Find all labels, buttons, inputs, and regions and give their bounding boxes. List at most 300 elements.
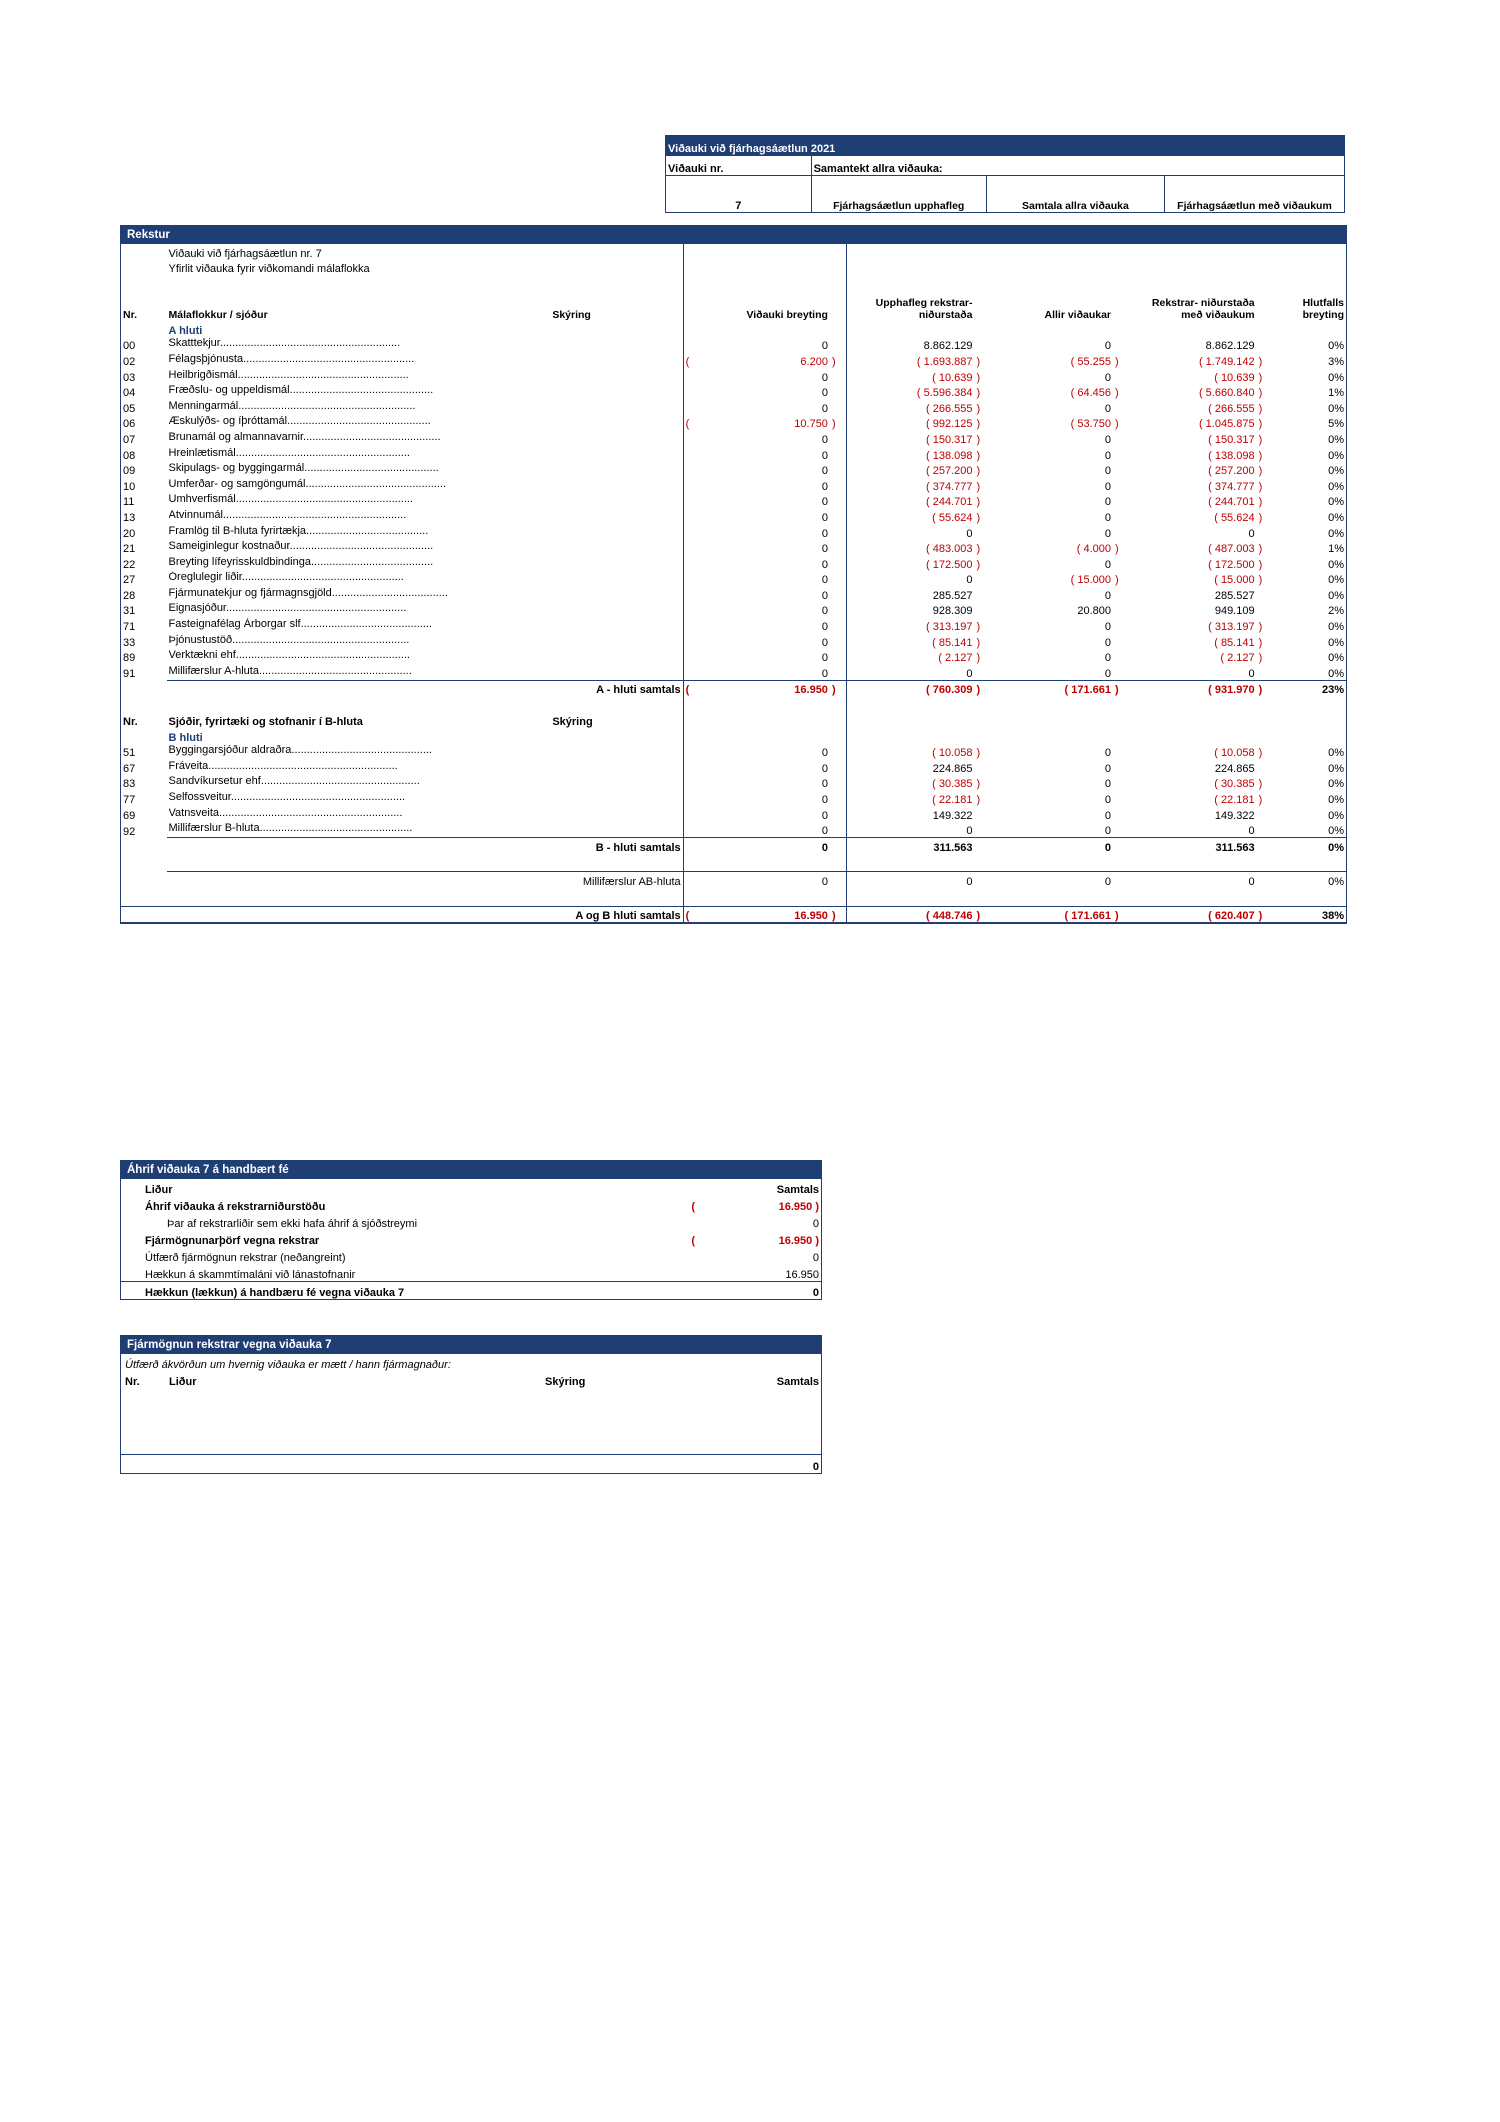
table-row <box>121 384 1346 400</box>
a-row-nr: 03 <box>123 371 136 384</box>
a-row-with-close: ) <box>1258 433 1263 446</box>
amendment-number-label: Viðauki nr. <box>666 156 812 176</box>
a-row-original: ( 244.701 <box>926 496 973 509</box>
a-row-all: 0 <box>1104 449 1112 462</box>
b-row-original: ( 22.181 <box>932 794 973 806</box>
table-row <box>121 775 1346 791</box>
a-row-nr: 13 <box>123 511 136 524</box>
a-total-original-close: ) <box>975 680 991 696</box>
a-row-all: 0 <box>1104 465 1112 478</box>
a-row-original-close <box>975 586 991 602</box>
cash-row <box>121 1213 821 1230</box>
a-row-original-close: ) <box>976 621 981 634</box>
b-row-with: 224.865 <box>1214 762 1255 775</box>
a-row-all: 0 <box>1104 433 1112 446</box>
a-row-original: ( 172.500 <box>926 558 973 571</box>
b-row-change-close <box>830 822 846 838</box>
a-rows <box>121 337 1346 681</box>
a-row-with-close: ) <box>1258 574 1263 587</box>
a-row-change-close <box>830 555 846 571</box>
a-row-original: ( 150.317 <box>926 433 973 446</box>
a-row-with-close <box>1257 602 1273 618</box>
a-row-with: 8.862.129 <box>1205 340 1255 353</box>
b-total-change-close <box>830 838 846 854</box>
a-row-all-close: ) <box>1115 355 1119 368</box>
ab-total-with: ( 620.407 <box>1129 906 1257 923</box>
a-row-original-close: ) <box>976 418 981 431</box>
a-row-with: ( 1.045.875 <box>1198 418 1255 431</box>
b-row-name: Selfossveitur......................................................... <box>168 791 406 803</box>
cash-row <box>121 1230 821 1247</box>
table-row <box>121 822 1346 838</box>
cash-row-paren: ( <box>691 1201 695 1213</box>
b-row-pct: 0% <box>1328 747 1344 760</box>
a-row-name: Fræðslu- og uppeldismál............................................... <box>168 384 434 397</box>
cash-row <box>121 1196 821 1213</box>
a-row-change-paren <box>683 337 697 353</box>
funding-note-row <box>121 1354 821 1371</box>
a-row-pct: 1% <box>1328 543 1344 556</box>
a-row-with-close: ) <box>1258 355 1263 368</box>
b-row-all-close <box>1113 790 1129 806</box>
a-row-all: 0 <box>1104 558 1112 571</box>
cash-header-row <box>121 1179 821 1196</box>
a-row-original: ( 313.197 <box>926 621 973 634</box>
a-row-all-close: ) <box>1115 543 1119 556</box>
a-row-original: ( 55.624 <box>932 511 973 524</box>
a-row-name: Hreinlætismál......................................................... <box>168 446 410 459</box>
a-row-with-close: ) <box>1258 543 1263 556</box>
funding-empty-row-3[interactable] <box>121 1432 821 1455</box>
b-row-with-close: ) <box>1258 794 1263 806</box>
b-row-nr: 77 <box>123 794 136 806</box>
a-row-original: 8.862.129 <box>923 340 973 353</box>
a-row-change-paren <box>683 462 697 478</box>
ab-transfer-with: 0 <box>1129 872 1257 888</box>
a-row-all-close <box>1113 617 1129 633</box>
a-row-change-paren <box>683 571 697 587</box>
hdr-all: Allir viðaukar <box>1044 309 1112 322</box>
a-row-name: Framlög til B-hluta fyrirtækja........................................ <box>168 524 429 537</box>
funding-hdr-nr: Nr. <box>125 1376 140 1388</box>
a-row-original-close <box>975 571 991 587</box>
a-row-change-paren <box>683 664 697 680</box>
ab-total-change-paren: ( <box>683 906 697 923</box>
a-row-with: ( 244.701 <box>1208 496 1255 509</box>
a-row-all-close <box>1113 477 1129 493</box>
a-row-original: ( 5.596.384 <box>916 387 973 400</box>
a-row-pct: 0% <box>1328 340 1344 353</box>
table-row <box>121 744 1346 760</box>
b-row-with-close: ) <box>1258 747 1263 760</box>
a-section-title-row <box>121 321 1346 337</box>
funding-table <box>121 1354 821 1473</box>
a-row-pct: 0% <box>1328 574 1344 587</box>
b-row-with-close <box>1257 759 1273 775</box>
a-row-with-close: ) <box>1258 418 1263 431</box>
a-row-all-close <box>1113 633 1129 649</box>
table-row <box>121 790 1346 806</box>
a-row-change-close <box>830 462 846 478</box>
ab-transfer-change-close <box>830 872 846 888</box>
a-total-with-close: ) <box>1257 680 1273 696</box>
a-row-pct: 0% <box>1328 636 1344 649</box>
a-row-sky <box>550 649 683 665</box>
table-row <box>121 415 1346 431</box>
a-row-pct: 0% <box>1328 667 1344 680</box>
a-row-change-close <box>830 664 846 680</box>
a-row-with: ( 15.000 <box>1214 574 1255 587</box>
a-row-original-close: ) <box>976 371 981 384</box>
note-1: Viðauki við fjárhagsáætlun nr. 7 <box>168 247 322 260</box>
ab-transfer-change-paren <box>683 872 697 888</box>
a-row-with: ( 55.624 <box>1214 511 1255 524</box>
a-row-all-close <box>1113 664 1129 680</box>
a-row-original-close <box>975 337 991 353</box>
a-row-original: ( 374.777 <box>926 480 973 493</box>
b-total-label: B - hluti samtals <box>167 838 684 854</box>
b-row-change-close <box>830 759 846 775</box>
b-row-pct: 0% <box>1328 778 1344 791</box>
a-row-change: 0 <box>821 387 828 400</box>
a-row-change-paren <box>683 477 697 493</box>
a-total-change-close: ) <box>830 680 846 696</box>
a-row-sky <box>550 617 683 633</box>
a-row-change-close: ) <box>830 352 846 368</box>
a-row-all: ( 53.750 <box>1070 418 1112 431</box>
a-row-with: ( 150.317 <box>1208 433 1255 446</box>
b-total-all-close <box>1113 838 1129 854</box>
b-row-with: 149.322 <box>1214 809 1255 822</box>
a-row-change-paren <box>683 649 697 665</box>
b-section-title: B hluti <box>168 731 203 744</box>
column-header-row <box>121 297 1346 321</box>
a-row-sky <box>550 508 683 524</box>
a-row-pct: 0% <box>1328 527 1344 540</box>
a-row-with: ( 313.197 <box>1208 621 1255 634</box>
a-row-change-paren <box>683 617 697 633</box>
summary-title-row <box>666 136 1345 156</box>
b-row-with: ( 30.385 <box>1214 778 1255 791</box>
a-row-change: 0 <box>821 511 828 524</box>
gap-row-2 <box>121 854 1346 872</box>
a-row-pct: 0% <box>1328 621 1344 634</box>
a-row-name: Millifærslur A-hluta.................................................. <box>168 664 412 677</box>
cash-row <box>121 1247 821 1264</box>
a-row-with-close: ) <box>1258 387 1263 400</box>
cash-row-paren <box>679 1282 697 1300</box>
funding-empty-row-1[interactable] <box>121 1388 821 1410</box>
b-row-all: 0 <box>1104 778 1112 791</box>
b-row-sky <box>550 822 683 838</box>
a-row-change-close <box>830 368 846 384</box>
a-row-change-close <box>830 602 846 618</box>
a-row-with: ( 172.500 <box>1208 558 1255 571</box>
a-row-with-close: ) <box>1258 449 1263 462</box>
b-total-original-close <box>975 838 991 854</box>
table-row <box>121 759 1346 775</box>
funding-note: Útfærð ákvörðun um hvernig viðauka er mætt / hann fjármagnaður: <box>125 1359 451 1371</box>
a-row-original-close: ) <box>976 496 981 509</box>
a-row-sky <box>550 384 683 400</box>
b-row-change-paren <box>683 775 697 791</box>
b-row-nr: 92 <box>123 825 136 838</box>
a-row-change-close <box>830 430 846 446</box>
b-row-change-close <box>830 775 846 791</box>
a-total-with: ( 931.970 <box>1129 680 1257 696</box>
a-row-all-close <box>1113 524 1129 540</box>
a-row-original-close: ) <box>976 511 981 524</box>
a-row-change: 0 <box>821 621 828 634</box>
hdr-original: Upphafleg rekstrar- niðurstaða <box>875 297 973 322</box>
a-row-sky <box>550 477 683 493</box>
hdr-with: Rekstrar- niðurstaða með viðaukum <box>1151 297 1255 322</box>
a-row-original: 928.309 <box>932 605 973 618</box>
table-row <box>121 477 1346 493</box>
a-row-change: 0 <box>821 589 828 602</box>
a-row-sky <box>550 446 683 462</box>
a-row-with-close: ) <box>1258 511 1263 524</box>
a-row-pct: 0% <box>1328 496 1344 509</box>
a-row-nr: 05 <box>123 402 136 415</box>
ab-total-pct: 38% <box>1272 906 1346 923</box>
note-row-1 <box>121 244 1346 260</box>
b-row-all-close <box>1113 822 1129 838</box>
ab-transfer-with-close <box>1257 872 1273 888</box>
a-row-pct: 2% <box>1328 605 1344 618</box>
a-row-with: 0 <box>1248 667 1255 680</box>
funding-empty-row-2[interactable] <box>121 1410 821 1432</box>
b-row-with: ( 10.058 <box>1214 747 1255 760</box>
a-row-pct: 0% <box>1328 589 1344 602</box>
a-row-sky <box>550 352 683 368</box>
a-row-pct: 1% <box>1328 387 1344 400</box>
a-row-sky <box>550 540 683 556</box>
b-total-original: 311.563 <box>846 838 974 854</box>
a-row-all-close <box>1113 508 1129 524</box>
table-row <box>121 806 1346 822</box>
a-row-original-close: ) <box>976 636 981 649</box>
b-row-change-close <box>830 744 846 760</box>
a-row-change-close <box>830 617 846 633</box>
cash-row-paren: ( <box>691 1235 695 1247</box>
b-hdr-name: Sjóðir, fyrirtæki og stofnanir í B-hluta <box>168 716 363 729</box>
a-row-change: 0 <box>821 574 828 587</box>
table-row <box>121 524 1346 540</box>
cash-row-label: Hækkun á skammtímaláni við lánastofnanir <box>145 1269 356 1281</box>
a-row-all: 0 <box>1104 340 1112 353</box>
b-row-all: 0 <box>1104 825 1112 838</box>
a-row-sky <box>550 430 683 446</box>
summary-header-block <box>665 135 1345 213</box>
b-rows <box>121 744 1346 838</box>
a-row-change: 10.750 <box>794 418 828 431</box>
hdr-nr: Nr. <box>123 309 138 322</box>
b-row-sky <box>550 744 683 760</box>
a-row-original: ( 1.693.887 <box>916 355 973 368</box>
a-row-change-paren <box>683 602 697 618</box>
a-row-change-paren <box>683 446 697 462</box>
a-row-original: ( 992.125 <box>926 418 973 431</box>
a-row-nr: 07 <box>123 433 136 446</box>
a-row-nr: 28 <box>123 589 136 602</box>
a-row-pct: 0% <box>1328 371 1344 384</box>
a-row-all: 0 <box>1104 371 1112 384</box>
a-row-nr: 31 <box>123 605 136 618</box>
a-row-original-close: ) <box>976 558 981 571</box>
b-row-change-paren <box>683 744 697 760</box>
a-row-sky <box>550 368 683 384</box>
ab-total-all-close: ) <box>1113 906 1129 923</box>
a-row-change-paren: ( <box>683 415 697 431</box>
cash-row <box>121 1282 821 1300</box>
a-row-change: 0 <box>821 465 828 478</box>
table-row <box>121 352 1346 368</box>
cash-hdr-total: Samtals <box>776 1184 819 1196</box>
a-row-all-close: ) <box>1115 387 1119 400</box>
table-row <box>121 368 1346 384</box>
cash-row-paren <box>679 1264 697 1282</box>
a-row-change: 0 <box>821 636 828 649</box>
a-total-row <box>121 680 1346 696</box>
a-row-name: Heilbrigðismál........................................................ <box>168 368 409 381</box>
a-row-change-close <box>830 586 846 602</box>
b-row-all-close <box>1113 759 1129 775</box>
a-row-change-close <box>830 384 846 400</box>
b-row-original: ( 30.385 <box>932 778 973 791</box>
b-row-original-close: ) <box>976 794 981 806</box>
a-row-with-close: ) <box>1258 621 1263 634</box>
a-row-nr: 22 <box>123 558 136 571</box>
a-row-with: ( 85.141 <box>1214 636 1255 649</box>
b-row-with-close <box>1257 806 1273 822</box>
a-row-with-close: ) <box>1258 558 1263 571</box>
b-row-all: 0 <box>1104 794 1112 806</box>
ab-transfer-original-close <box>975 872 991 888</box>
b-row-original: 0 <box>966 825 973 838</box>
a-total-pct: 23% <box>1272 680 1346 696</box>
a-row-all-close <box>1113 462 1129 478</box>
a-row-with: ( 374.777 <box>1208 480 1255 493</box>
b-row-with-close <box>1257 822 1273 838</box>
a-row-change: 0 <box>821 402 828 415</box>
b-total-all: 0 <box>990 838 1113 854</box>
a-row-change-paren <box>683 399 697 415</box>
col-sum-all-amendments: Samtala allra viðauka <box>986 176 1164 213</box>
a-row-name: Breyting lífeyrisskuldbindinga........................................ <box>168 555 434 568</box>
a-row-all: 0 <box>1104 527 1112 540</box>
hdr-name: Málaflokkur / sjóður <box>168 309 268 322</box>
a-row-original: ( 138.098 <box>926 449 973 462</box>
cash-row-amount: 0 <box>812 1252 819 1264</box>
ab-total-label: A og B hluti samtals <box>167 906 684 923</box>
a-row-with-close <box>1257 586 1273 602</box>
a-row-all: 20.800 <box>1077 605 1112 618</box>
b-row-with: 0 <box>1248 825 1255 838</box>
amendment-number-value: 7 <box>666 176 812 213</box>
b-row-with-close: ) <box>1258 778 1263 791</box>
b-row-change-paren <box>683 806 697 822</box>
a-row-all: 0 <box>1104 621 1112 634</box>
a-row-nr: 11 <box>123 496 135 509</box>
funding-bar: Fjármögnun rekstrar vegna viðauka 7 <box>121 1336 821 1354</box>
table-row <box>121 555 1346 571</box>
a-row-nr: 04 <box>123 387 136 400</box>
a-row-with: ( 2.127 <box>1220 652 1255 665</box>
b-row-pct: 0% <box>1328 762 1344 775</box>
b-row-nr: 83 <box>123 778 136 791</box>
a-row-name: Atvinnumál............................................................ <box>168 508 407 521</box>
a-row-with: 949.109 <box>1214 605 1255 618</box>
cash-rows <box>121 1196 821 1299</box>
a-row-original: ( 10.639 <box>932 371 973 384</box>
a-row-sky <box>550 493 683 509</box>
cash-hdr-item: Liður <box>145 1184 173 1196</box>
b-row-change: 0 <box>821 794 828 806</box>
a-row-change: 0 <box>821 543 828 556</box>
b-row-all: 0 <box>1104 762 1112 775</box>
a-row-nr: 20 <box>123 527 136 540</box>
funding-hdr-sky: Skýring <box>545 1376 586 1388</box>
ab-total-change: 16.950 <box>698 906 830 923</box>
a-row-name: Menningarmál.......................................................... <box>168 399 416 412</box>
a-row-change-paren: ( <box>683 352 697 368</box>
a-row-all-close <box>1113 586 1129 602</box>
summary-all-label: Samantekt allra viðauka: <box>811 156 1344 176</box>
cash-effect-table <box>121 1179 821 1299</box>
a-row-original-close <box>975 602 991 618</box>
ab-total-row <box>121 906 1346 923</box>
a-row-with-close: ) <box>1258 652 1263 665</box>
b-row-change: 0 <box>821 778 828 791</box>
b-total-with: 311.563 <box>1129 838 1257 854</box>
table-row <box>121 664 1346 680</box>
ab-total-change-close: ) <box>830 906 846 923</box>
note-2: Yfirlit viðauka fyrir viðkomandi málaflokka <box>168 263 370 276</box>
a-row-name: Fasteignafélag Árborgar slf........................................... <box>168 618 432 631</box>
b-section-header-row <box>121 712 1346 728</box>
b-row-change: 0 <box>821 809 828 822</box>
a-row-pct: 0% <box>1328 511 1344 524</box>
a-row-all-close <box>1113 493 1129 509</box>
a-row-all: 0 <box>1104 402 1112 415</box>
a-row-name: Sameiginlegur kostnaður............................................... <box>168 540 434 553</box>
ab-transfer-all-close <box>1113 872 1129 888</box>
a-row-sky <box>550 415 683 431</box>
b-row-all-close <box>1113 775 1129 791</box>
a-row-pct: 5% <box>1328 418 1344 431</box>
hdr-pct: Hlutfalls breyting <box>1302 297 1344 322</box>
gap-row-3 <box>121 888 1346 907</box>
b-total-change: 0 <box>698 838 830 854</box>
a-row-name: Fjármunatekjur og fjármagnsgjöld...................................... <box>168 586 448 599</box>
table-row <box>121 446 1346 462</box>
a-row-with-close: ) <box>1258 371 1263 384</box>
a-row-all: 0 <box>1104 636 1112 649</box>
a-row-change-close <box>830 446 846 462</box>
a-row-change-close <box>830 524 846 540</box>
a-row-change-paren <box>683 493 697 509</box>
table-row <box>121 602 1346 618</box>
a-row-name: Umhverfismál.......................................................... <box>168 493 413 506</box>
b-hdr-nr: Nr. <box>123 716 138 729</box>
a-row-original-close: ) <box>976 387 981 400</box>
a-row-all: ( 4.000 <box>1076 543 1112 556</box>
col-original-budget: Fjárhagsáætlun upphafleg <box>811 176 986 213</box>
a-row-original-close <box>975 664 991 680</box>
cash-row-amount: 0 <box>697 1282 821 1300</box>
a-row-all: 0 <box>1104 652 1112 665</box>
